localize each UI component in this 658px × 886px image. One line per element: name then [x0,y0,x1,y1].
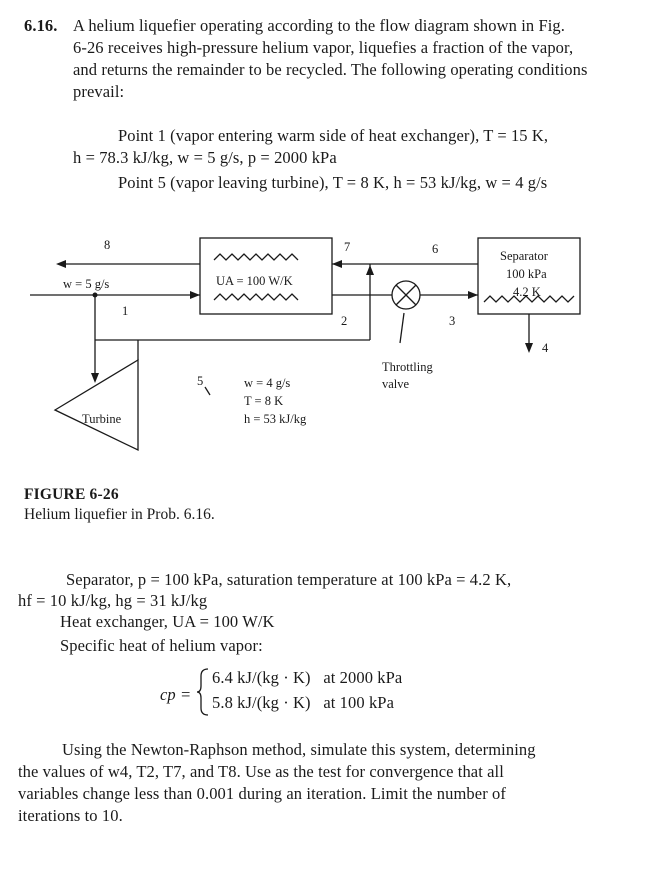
separator-pressure: 100 kPa [506,267,547,281]
task-line-1: Using the Newton-Raphson method, simulate this system, determining [62,740,536,759]
separator-label: Separator [500,249,548,263]
node-8-label: 8 [104,238,111,252]
cp-brace [196,668,210,716]
problem-intro-line-1: A helium liquefier operating according to the flow diagram shown in Fig. [73,16,566,35]
node-1-label: 1 [122,304,129,318]
node-4-label: 4 [542,341,549,355]
arrow-turbine [91,373,99,383]
separator-condition-a: Separator, p = 100 kPa, saturation temperature at 100 kPa = 4.2 K, [66,570,512,589]
arrow-8 [56,260,66,268]
separator-temp: 4.2 K [513,285,541,299]
separator-condition-b: hf = 10 kJ/kg, hg = 31 kJ/kg [18,591,208,610]
cp-value-low: 5.8 kJ/(kg · K) at 100 kPa [212,693,394,712]
arrow-7 [366,265,374,275]
arrow-7-into-hx [332,260,342,268]
point1-line-b: h = 78.3 kJ/kg, w = 5 g/s, p = 2000 kPa [73,148,337,167]
arrow-3 [468,291,478,299]
throttle-label-2: valve [382,377,410,391]
cp-value-high: 6.4 kJ/(kg · K) at 2000 kPa [212,668,403,687]
turbine-label: Turbine [82,412,122,426]
cp-symbol: cp = [160,685,192,704]
throttle-label-1: Throttling [382,360,433,374]
stream5-t: T = 8 K [244,394,284,408]
arrow-1 [190,291,200,299]
figure-caption: Helium liquefier in Prob. 6.16. [24,506,215,523]
problem-intro-line-3: and returns the remainder to be recycled. The following operating conditions [73,60,588,79]
figure-number: FIGURE 6-26 [24,486,119,503]
coil-top [214,254,298,260]
point1-line-a: Point 1 (vapor entering warm side of heat exchanger), T = 15 K, [118,126,549,145]
problem-intro-line-4: prevail: [73,82,125,101]
arrow-4 [525,343,533,353]
node-6-label: 6 [432,242,439,256]
heat-exchanger-condition: Heat exchanger, UA = 100 W/K [60,612,275,631]
node-2-label: 2 [341,314,348,328]
stream5-w: w = 4 g/s [244,376,291,390]
throttle-leader [400,313,404,343]
problem-number: 6.16. [24,16,58,35]
node-3-label: 3 [449,314,456,328]
node-7-label: 7 [344,240,351,254]
task-line-2: the values of w4, T2, T7, and T8. Use as the test for convergence that all [18,762,504,781]
task-line-3: variables change less than 0.001 during an iteration. Limit the number of [18,784,506,803]
point5-line: Point 5 (vapor leaving turbine), T = 8 K, h = 53 kJ/kg, w = 4 g/s [118,173,548,192]
flow-diagram [0,225,658,495]
ua-label: UA = 100 W/K [216,274,293,288]
specific-heat-title: Specific heat of helium vapor: [60,636,263,655]
stream5-h: h = 53 kJ/kg [244,412,307,426]
node-5-label: 5 [197,374,204,388]
problem-intro-line-2: 6-26 receives high-pressure helium vapor, liquefies a fraction of the vapor, [73,38,574,57]
task-line-4: iterations to 10. [18,806,123,825]
inlet-flow-label: w = 5 g/s [63,277,110,291]
coil-bottom [214,294,298,300]
